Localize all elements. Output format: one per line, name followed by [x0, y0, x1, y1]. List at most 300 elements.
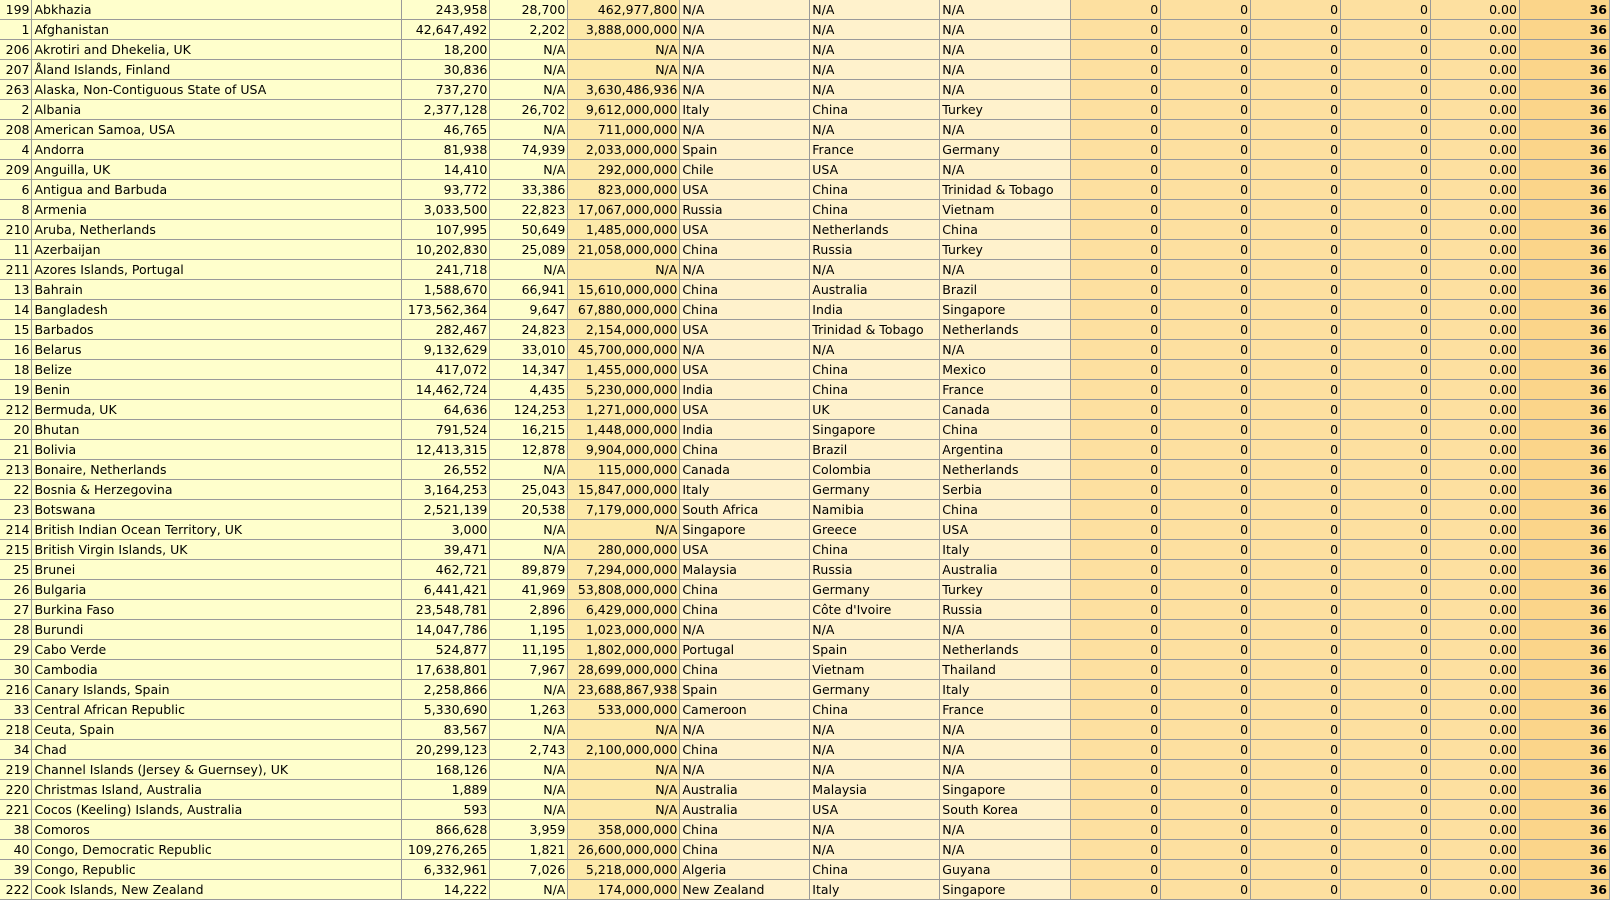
- cell-country-name[interactable]: Congo, Republic: [32, 860, 402, 880]
- cell-population[interactable]: 12,413,315: [402, 440, 490, 460]
- cell-zero-1[interactable]: 0: [1071, 480, 1161, 500]
- cell-gdp-per-capita[interactable]: 33,010: [490, 340, 568, 360]
- cell-partner-3[interactable]: N/A: [940, 80, 1071, 100]
- cell-zero-3[interactable]: 0: [1251, 200, 1341, 220]
- cell-score[interactable]: 36: [1519, 160, 1609, 180]
- cell-partner-1[interactable]: Cameroon: [680, 700, 810, 720]
- cell-id[interactable]: 19: [0, 380, 32, 400]
- cell-score[interactable]: 36: [1519, 60, 1609, 80]
- cell-country-name[interactable]: Cocos (Keeling) Islands, Australia: [32, 800, 402, 820]
- cell-partner-3[interactable]: Trinidad & Tobago: [940, 180, 1071, 200]
- cell-zero-4[interactable]: 0: [1341, 460, 1431, 480]
- cell-zero-1[interactable]: 0: [1071, 200, 1161, 220]
- cell-partner-2[interactable]: Germany: [810, 480, 940, 500]
- cell-id[interactable]: 22: [0, 480, 32, 500]
- cell-zero-2[interactable]: 0: [1161, 540, 1251, 560]
- cell-partner-1[interactable]: India: [680, 380, 810, 400]
- cell-partner-2[interactable]: N/A: [810, 0, 940, 20]
- cell-zero-1[interactable]: 0: [1071, 420, 1161, 440]
- cell-id[interactable]: 212: [0, 400, 32, 420]
- cell-zero-4[interactable]: 0: [1341, 360, 1431, 380]
- cell-country-name[interactable]: Belize: [32, 360, 402, 380]
- cell-partner-1[interactable]: USA: [680, 360, 810, 380]
- cell-decimal[interactable]: 0.00: [1431, 820, 1520, 840]
- cell-decimal[interactable]: 0.00: [1431, 180, 1520, 200]
- cell-score[interactable]: 36: [1519, 820, 1609, 840]
- cell-id[interactable]: 216: [0, 680, 32, 700]
- cell-zero-1[interactable]: 0: [1071, 120, 1161, 140]
- cell-population[interactable]: 5,330,690: [402, 700, 490, 720]
- cell-partner-2[interactable]: Italy: [810, 880, 940, 900]
- cell-score[interactable]: 36: [1519, 80, 1609, 100]
- cell-exports[interactable]: 280,000,000: [568, 540, 680, 560]
- cell-zero-2[interactable]: 0: [1161, 460, 1251, 480]
- cell-zero-4[interactable]: 0: [1341, 500, 1431, 520]
- cell-partner-2[interactable]: USA: [810, 160, 940, 180]
- cell-score[interactable]: 36: [1519, 20, 1609, 40]
- cell-zero-3[interactable]: 0: [1251, 320, 1341, 340]
- cell-id[interactable]: 8: [0, 200, 32, 220]
- cell-partner-1[interactable]: Malaysia: [680, 560, 810, 580]
- cell-exports[interactable]: N/A: [568, 800, 680, 820]
- cell-partner-2[interactable]: Germany: [810, 580, 940, 600]
- cell-score[interactable]: 36: [1519, 200, 1609, 220]
- cell-id[interactable]: 6: [0, 180, 32, 200]
- cell-id[interactable]: 199: [0, 0, 32, 20]
- cell-partner-3[interactable]: China: [940, 420, 1071, 440]
- cell-partner-3[interactable]: Canada: [940, 400, 1071, 420]
- cell-gdp-per-capita[interactable]: N/A: [490, 520, 568, 540]
- cell-decimal[interactable]: 0.00: [1431, 840, 1520, 860]
- cell-partner-3[interactable]: Serbia: [940, 480, 1071, 500]
- cell-zero-4[interactable]: 0: [1341, 400, 1431, 420]
- cell-partner-3[interactable]: Netherlands: [940, 460, 1071, 480]
- cell-zero-1[interactable]: 0: [1071, 300, 1161, 320]
- cell-gdp-per-capita[interactable]: N/A: [490, 260, 568, 280]
- cell-zero-4[interactable]: 0: [1341, 580, 1431, 600]
- cell-zero-4[interactable]: 0: [1341, 520, 1431, 540]
- cell-zero-3[interactable]: 0: [1251, 100, 1341, 120]
- cell-zero-2[interactable]: 0: [1161, 380, 1251, 400]
- cell-zero-4[interactable]: 0: [1341, 620, 1431, 640]
- cell-zero-1[interactable]: 0: [1071, 720, 1161, 740]
- cell-population[interactable]: 3,164,253: [402, 480, 490, 500]
- cell-exports[interactable]: 1,802,000,000: [568, 640, 680, 660]
- cell-id[interactable]: 263: [0, 80, 32, 100]
- cell-id[interactable]: 214: [0, 520, 32, 540]
- cell-zero-4[interactable]: 0: [1341, 820, 1431, 840]
- cell-partner-2[interactable]: Colombia: [810, 460, 940, 480]
- cell-gdp-per-capita[interactable]: 11,195: [490, 640, 568, 660]
- cell-decimal[interactable]: 0.00: [1431, 240, 1520, 260]
- cell-zero-1[interactable]: 0: [1071, 680, 1161, 700]
- cell-partner-2[interactable]: N/A: [810, 840, 940, 860]
- cell-id[interactable]: 220: [0, 780, 32, 800]
- cell-partner-1[interactable]: USA: [680, 320, 810, 340]
- cell-zero-2[interactable]: 0: [1161, 760, 1251, 780]
- cell-score[interactable]: 36: [1519, 460, 1609, 480]
- cell-partner-3[interactable]: N/A: [940, 340, 1071, 360]
- cell-gdp-per-capita[interactable]: N/A: [490, 720, 568, 740]
- cell-population[interactable]: 10,202,830: [402, 240, 490, 260]
- cell-exports[interactable]: 3,630,486,936: [568, 80, 680, 100]
- cell-zero-3[interactable]: 0: [1251, 700, 1341, 720]
- cell-decimal[interactable]: 0.00: [1431, 740, 1520, 760]
- cell-population[interactable]: 866,628: [402, 820, 490, 840]
- cell-zero-2[interactable]: 0: [1161, 440, 1251, 460]
- cell-population[interactable]: 417,072: [402, 360, 490, 380]
- cell-id[interactable]: 4: [0, 140, 32, 160]
- cell-partner-3[interactable]: South Korea: [940, 800, 1071, 820]
- cell-partner-1[interactable]: China: [680, 280, 810, 300]
- cell-country-name[interactable]: Brunei: [32, 560, 402, 580]
- cell-exports[interactable]: 7,294,000,000: [568, 560, 680, 580]
- cell-zero-1[interactable]: 0: [1071, 60, 1161, 80]
- cell-partner-1[interactable]: Italy: [680, 480, 810, 500]
- cell-score[interactable]: 36: [1519, 640, 1609, 660]
- cell-country-name[interactable]: Belarus: [32, 340, 402, 360]
- cell-decimal[interactable]: 0.00: [1431, 540, 1520, 560]
- cell-gdp-per-capita[interactable]: N/A: [490, 40, 568, 60]
- cell-partner-2[interactable]: Australia: [810, 280, 940, 300]
- cell-partner-3[interactable]: N/A: [940, 720, 1071, 740]
- cell-zero-1[interactable]: 0: [1071, 840, 1161, 860]
- cell-zero-1[interactable]: 0: [1071, 320, 1161, 340]
- cell-partner-1[interactable]: N/A: [680, 0, 810, 20]
- cell-partner-1[interactable]: China: [680, 820, 810, 840]
- cell-zero-2[interactable]: 0: [1161, 480, 1251, 500]
- cell-partner-2[interactable]: China: [810, 380, 940, 400]
- cell-decimal[interactable]: 0.00: [1431, 860, 1520, 880]
- cell-zero-4[interactable]: 0: [1341, 720, 1431, 740]
- cell-partner-2[interactable]: Côte d'Ivoire: [810, 600, 940, 620]
- cell-score[interactable]: 36: [1519, 480, 1609, 500]
- cell-id[interactable]: 218: [0, 720, 32, 740]
- cell-gdp-per-capita[interactable]: N/A: [490, 800, 568, 820]
- cell-partner-2[interactable]: N/A: [810, 620, 940, 640]
- cell-score[interactable]: 36: [1519, 340, 1609, 360]
- cell-zero-3[interactable]: 0: [1251, 300, 1341, 320]
- cell-score[interactable]: 36: [1519, 40, 1609, 60]
- cell-partner-1[interactable]: China: [680, 840, 810, 860]
- cell-gdp-per-capita[interactable]: 74,939: [490, 140, 568, 160]
- cell-exports[interactable]: 1,485,000,000: [568, 220, 680, 240]
- cell-zero-4[interactable]: 0: [1341, 540, 1431, 560]
- cell-partner-3[interactable]: China: [940, 500, 1071, 520]
- cell-partner-3[interactable]: Italy: [940, 540, 1071, 560]
- cell-score[interactable]: 36: [1519, 620, 1609, 640]
- cell-country-name[interactable]: Abkhazia: [32, 0, 402, 20]
- cell-zero-4[interactable]: 0: [1341, 80, 1431, 100]
- cell-zero-3[interactable]: 0: [1251, 720, 1341, 740]
- cell-population[interactable]: 81,938: [402, 140, 490, 160]
- cell-score[interactable]: 36: [1519, 700, 1609, 720]
- cell-zero-4[interactable]: 0: [1341, 800, 1431, 820]
- cell-population[interactable]: 9,132,629: [402, 340, 490, 360]
- cell-decimal[interactable]: 0.00: [1431, 0, 1520, 20]
- cell-partner-3[interactable]: Brazil: [940, 280, 1071, 300]
- cell-zero-3[interactable]: 0: [1251, 420, 1341, 440]
- cell-score[interactable]: 36: [1519, 260, 1609, 280]
- cell-gdp-per-capita[interactable]: 20,538: [490, 500, 568, 520]
- cell-population[interactable]: 39,471: [402, 540, 490, 560]
- cell-gdp-per-capita[interactable]: 124,253: [490, 400, 568, 420]
- cell-zero-3[interactable]: 0: [1251, 500, 1341, 520]
- cell-id[interactable]: 208: [0, 120, 32, 140]
- cell-population[interactable]: 18,200: [402, 40, 490, 60]
- cell-country-name[interactable]: Burkina Faso: [32, 600, 402, 620]
- cell-gdp-per-capita[interactable]: N/A: [490, 540, 568, 560]
- cell-partner-1[interactable]: Portugal: [680, 640, 810, 660]
- cell-score[interactable]: 36: [1519, 240, 1609, 260]
- cell-score[interactable]: 36: [1519, 400, 1609, 420]
- cell-country-name[interactable]: Antigua and Barbuda: [32, 180, 402, 200]
- cell-exports[interactable]: 5,218,000,000: [568, 860, 680, 880]
- cell-zero-1[interactable]: 0: [1071, 620, 1161, 640]
- cell-exports[interactable]: 15,610,000,000: [568, 280, 680, 300]
- cell-partner-1[interactable]: China: [680, 240, 810, 260]
- cell-partner-1[interactable]: Russia: [680, 200, 810, 220]
- cell-zero-4[interactable]: 0: [1341, 780, 1431, 800]
- cell-zero-1[interactable]: 0: [1071, 340, 1161, 360]
- cell-partner-3[interactable]: France: [940, 700, 1071, 720]
- cell-score[interactable]: 36: [1519, 280, 1609, 300]
- cell-partner-2[interactable]: N/A: [810, 820, 940, 840]
- cell-zero-4[interactable]: 0: [1341, 40, 1431, 60]
- cell-exports[interactable]: 533,000,000: [568, 700, 680, 720]
- cell-partner-1[interactable]: China: [680, 600, 810, 620]
- cell-zero-4[interactable]: 0: [1341, 380, 1431, 400]
- cell-score[interactable]: 36: [1519, 440, 1609, 460]
- cell-zero-3[interactable]: 0: [1251, 560, 1341, 580]
- cell-id[interactable]: 11: [0, 240, 32, 260]
- cell-partner-2[interactable]: N/A: [810, 340, 940, 360]
- cell-decimal[interactable]: 0.00: [1431, 300, 1520, 320]
- cell-zero-4[interactable]: 0: [1341, 220, 1431, 240]
- cell-zero-1[interactable]: 0: [1071, 880, 1161, 900]
- cell-id[interactable]: 206: [0, 40, 32, 60]
- cell-zero-4[interactable]: 0: [1341, 100, 1431, 120]
- cell-country-name[interactable]: Comoros: [32, 820, 402, 840]
- cell-id[interactable]: 34: [0, 740, 32, 760]
- cell-score[interactable]: 36: [1519, 140, 1609, 160]
- cell-population[interactable]: 462,721: [402, 560, 490, 580]
- cell-id[interactable]: 18: [0, 360, 32, 380]
- cell-zero-1[interactable]: 0: [1071, 760, 1161, 780]
- cell-score[interactable]: 36: [1519, 780, 1609, 800]
- cell-country-name[interactable]: Canary Islands, Spain: [32, 680, 402, 700]
- cell-zero-3[interactable]: 0: [1251, 220, 1341, 240]
- cell-zero-2[interactable]: 0: [1161, 720, 1251, 740]
- cell-country-name[interactable]: Cambodia: [32, 660, 402, 680]
- cell-population[interactable]: 6,441,421: [402, 580, 490, 600]
- cell-zero-2[interactable]: 0: [1161, 400, 1251, 420]
- cell-partner-2[interactable]: India: [810, 300, 940, 320]
- cell-population[interactable]: 1,889: [402, 780, 490, 800]
- cell-country-name[interactable]: Burundi: [32, 620, 402, 640]
- cell-score[interactable]: 36: [1519, 720, 1609, 740]
- cell-zero-1[interactable]: 0: [1071, 280, 1161, 300]
- cell-zero-4[interactable]: 0: [1341, 680, 1431, 700]
- cell-population[interactable]: 42,647,492: [402, 20, 490, 40]
- cell-id[interactable]: 29: [0, 640, 32, 660]
- cell-zero-3[interactable]: 0: [1251, 0, 1341, 20]
- cell-exports[interactable]: 711,000,000: [568, 120, 680, 140]
- cell-decimal[interactable]: 0.00: [1431, 400, 1520, 420]
- cell-partner-2[interactable]: N/A: [810, 740, 940, 760]
- cell-partner-3[interactable]: Turkey: [940, 240, 1071, 260]
- cell-zero-3[interactable]: 0: [1251, 360, 1341, 380]
- cell-zero-3[interactable]: 0: [1251, 660, 1341, 680]
- cell-exports[interactable]: 174,000,000: [568, 880, 680, 900]
- cell-country-name[interactable]: Bermuda, UK: [32, 400, 402, 420]
- cell-population[interactable]: 173,562,364: [402, 300, 490, 320]
- cell-zero-4[interactable]: 0: [1341, 660, 1431, 680]
- cell-country-name[interactable]: Alaska, Non-Contiguous State of USA: [32, 80, 402, 100]
- cell-zero-4[interactable]: 0: [1341, 700, 1431, 720]
- cell-zero-3[interactable]: 0: [1251, 340, 1341, 360]
- cell-gdp-per-capita[interactable]: 28,700: [490, 0, 568, 20]
- cell-gdp-per-capita[interactable]: 7,026: [490, 860, 568, 880]
- cell-exports[interactable]: 21,058,000,000: [568, 240, 680, 260]
- cell-id[interactable]: 211: [0, 260, 32, 280]
- cell-zero-2[interactable]: 0: [1161, 40, 1251, 60]
- cell-zero-3[interactable]: 0: [1251, 240, 1341, 260]
- cell-gdp-per-capita[interactable]: 89,879: [490, 560, 568, 580]
- cell-zero-2[interactable]: 0: [1161, 800, 1251, 820]
- cell-exports[interactable]: 17,067,000,000: [568, 200, 680, 220]
- cell-partner-1[interactable]: Canada: [680, 460, 810, 480]
- cell-score[interactable]: 36: [1519, 180, 1609, 200]
- cell-exports[interactable]: N/A: [568, 40, 680, 60]
- cell-decimal[interactable]: 0.00: [1431, 320, 1520, 340]
- cell-score[interactable]: 36: [1519, 840, 1609, 860]
- cell-zero-1[interactable]: 0: [1071, 560, 1161, 580]
- cell-id[interactable]: 21: [0, 440, 32, 460]
- cell-partner-1[interactable]: N/A: [680, 120, 810, 140]
- cell-population[interactable]: 20,299,123: [402, 740, 490, 760]
- cell-partner-2[interactable]: Trinidad & Tobago: [810, 320, 940, 340]
- cell-decimal[interactable]: 0.00: [1431, 780, 1520, 800]
- cell-gdp-per-capita[interactable]: 16,215: [490, 420, 568, 440]
- cell-partner-2[interactable]: N/A: [810, 80, 940, 100]
- cell-partner-1[interactable]: N/A: [680, 40, 810, 60]
- cell-zero-3[interactable]: 0: [1251, 380, 1341, 400]
- cell-partner-1[interactable]: Singapore: [680, 520, 810, 540]
- cell-zero-1[interactable]: 0: [1071, 260, 1161, 280]
- cell-partner-1[interactable]: USA: [680, 180, 810, 200]
- cell-zero-3[interactable]: 0: [1251, 180, 1341, 200]
- cell-zero-3[interactable]: 0: [1251, 680, 1341, 700]
- cell-country-name[interactable]: British Virgin Islands, UK: [32, 540, 402, 560]
- cell-partner-3[interactable]: N/A: [940, 160, 1071, 180]
- cell-exports[interactable]: 26,600,000,000: [568, 840, 680, 860]
- cell-country-name[interactable]: Andorra: [32, 140, 402, 160]
- cell-country-name[interactable]: Chad: [32, 740, 402, 760]
- cell-partner-2[interactable]: Vietnam: [810, 660, 940, 680]
- cell-zero-3[interactable]: 0: [1251, 440, 1341, 460]
- cell-population[interactable]: 241,718: [402, 260, 490, 280]
- cell-country-name[interactable]: Christmas Island, Australia: [32, 780, 402, 800]
- cell-id[interactable]: 14: [0, 300, 32, 320]
- cell-population[interactable]: 791,524: [402, 420, 490, 440]
- cell-partner-1[interactable]: N/A: [680, 720, 810, 740]
- cell-zero-2[interactable]: 0: [1161, 620, 1251, 640]
- cell-zero-1[interactable]: 0: [1071, 520, 1161, 540]
- cell-zero-4[interactable]: 0: [1341, 260, 1431, 280]
- cell-id[interactable]: 207: [0, 60, 32, 80]
- cell-decimal[interactable]: 0.00: [1431, 80, 1520, 100]
- cell-zero-4[interactable]: 0: [1341, 640, 1431, 660]
- cell-zero-1[interactable]: 0: [1071, 640, 1161, 660]
- cell-partner-2[interactable]: Spain: [810, 640, 940, 660]
- cell-partner-1[interactable]: N/A: [680, 620, 810, 640]
- cell-partner-2[interactable]: Russia: [810, 560, 940, 580]
- cell-country-name[interactable]: Åland Islands, Finland: [32, 60, 402, 80]
- cell-population[interactable]: 2,377,128: [402, 100, 490, 120]
- cell-exports[interactable]: 53,808,000,000: [568, 580, 680, 600]
- cell-exports[interactable]: 6,429,000,000: [568, 600, 680, 620]
- cell-zero-3[interactable]: 0: [1251, 780, 1341, 800]
- cell-country-name[interactable]: Armenia: [32, 200, 402, 220]
- cell-zero-1[interactable]: 0: [1071, 460, 1161, 480]
- cell-zero-1[interactable]: 0: [1071, 500, 1161, 520]
- cell-exports[interactable]: 1,455,000,000: [568, 360, 680, 380]
- cell-decimal[interactable]: 0.00: [1431, 220, 1520, 240]
- cell-zero-3[interactable]: 0: [1251, 160, 1341, 180]
- cell-country-name[interactable]: Bhutan: [32, 420, 402, 440]
- cell-zero-3[interactable]: 0: [1251, 640, 1341, 660]
- cell-zero-3[interactable]: 0: [1251, 740, 1341, 760]
- cell-partner-3[interactable]: Mexico: [940, 360, 1071, 380]
- cell-zero-3[interactable]: 0: [1251, 140, 1341, 160]
- cell-partner-2[interactable]: Russia: [810, 240, 940, 260]
- cell-zero-2[interactable]: 0: [1161, 0, 1251, 20]
- cell-score[interactable]: 36: [1519, 220, 1609, 240]
- cell-population[interactable]: 14,410: [402, 160, 490, 180]
- cell-partner-2[interactable]: UK: [810, 400, 940, 420]
- cell-id[interactable]: 221: [0, 800, 32, 820]
- cell-decimal[interactable]: 0.00: [1431, 200, 1520, 220]
- cell-country-name[interactable]: Bosnia & Herzegovina: [32, 480, 402, 500]
- cell-partner-3[interactable]: N/A: [940, 740, 1071, 760]
- cell-score[interactable]: 36: [1519, 600, 1609, 620]
- cell-exports[interactable]: 67,880,000,000: [568, 300, 680, 320]
- cell-zero-2[interactable]: 0: [1161, 60, 1251, 80]
- cell-decimal[interactable]: 0.00: [1431, 620, 1520, 640]
- cell-partner-3[interactable]: Germany: [940, 140, 1071, 160]
- cell-exports[interactable]: 823,000,000: [568, 180, 680, 200]
- cell-partner-3[interactable]: Turkey: [940, 580, 1071, 600]
- cell-population[interactable]: 83,567: [402, 720, 490, 740]
- cell-partner-3[interactable]: Singapore: [940, 880, 1071, 900]
- cell-score[interactable]: 36: [1519, 880, 1609, 900]
- cell-partner-2[interactable]: Singapore: [810, 420, 940, 440]
- cell-country-name[interactable]: Akrotiri and Dhekelia, UK: [32, 40, 402, 60]
- cell-decimal[interactable]: 0.00: [1431, 140, 1520, 160]
- cell-population[interactable]: 30,836: [402, 60, 490, 80]
- cell-partner-3[interactable]: Russia: [940, 600, 1071, 620]
- cell-partner-1[interactable]: N/A: [680, 260, 810, 280]
- cell-population[interactable]: 26,552: [402, 460, 490, 480]
- cell-exports[interactable]: 45,700,000,000: [568, 340, 680, 360]
- cell-id[interactable]: 209: [0, 160, 32, 180]
- cell-exports[interactable]: N/A: [568, 520, 680, 540]
- cell-id[interactable]: 215: [0, 540, 32, 560]
- cell-partner-1[interactable]: Spain: [680, 680, 810, 700]
- cell-partner-2[interactable]: Malaysia: [810, 780, 940, 800]
- cell-country-name[interactable]: Bolivia: [32, 440, 402, 460]
